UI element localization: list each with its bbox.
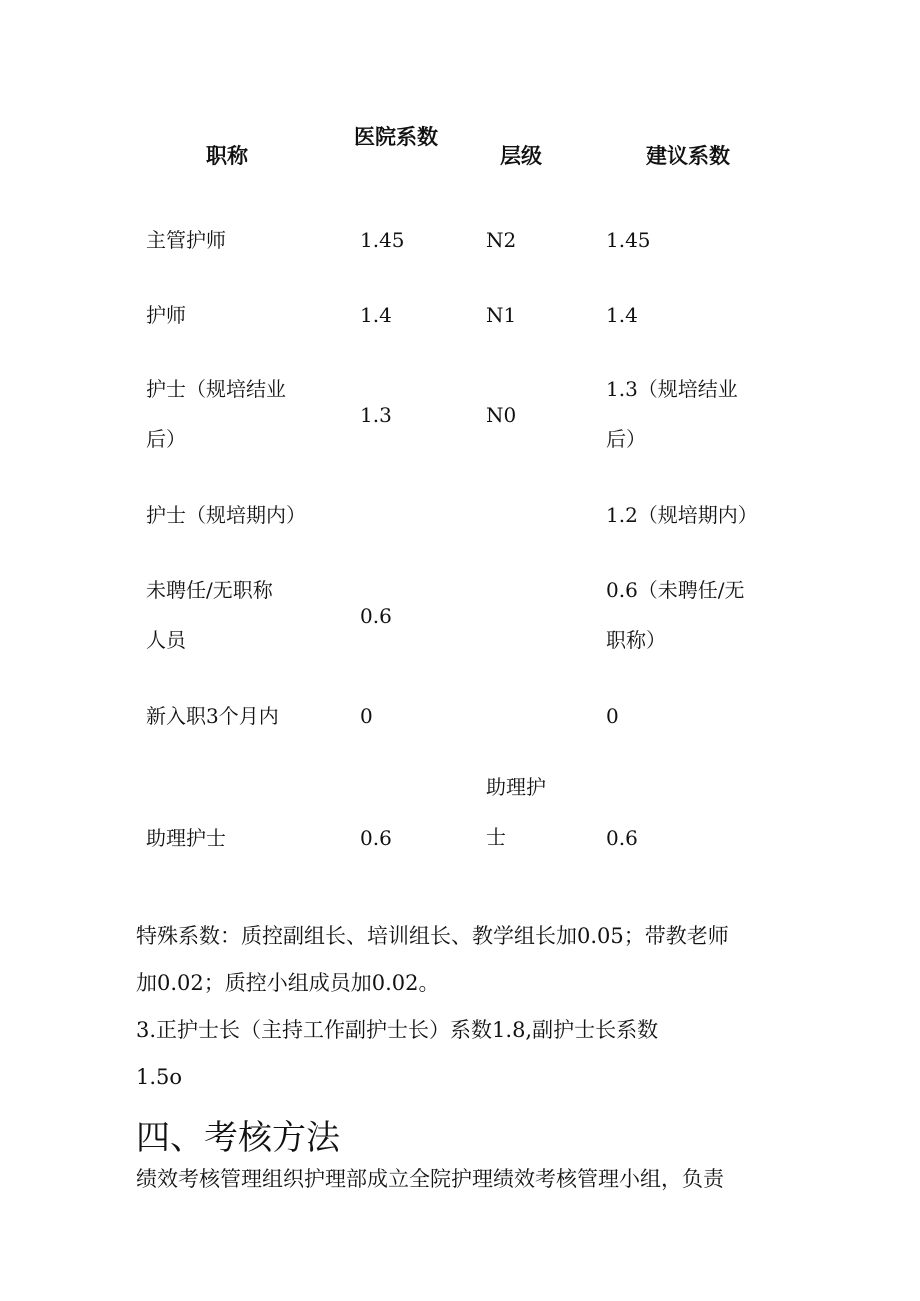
special-coef-line-2: 加0.02；质控小组成员加0.02。 [136,971,440,995]
table-cell-title: 未聘任/无职称 [146,578,273,602]
section-heading: 四、考核方法 [136,1118,340,1158]
table-cell-title: 护师 [146,303,186,327]
head-nurse-coef-line-1: 3.正护士长（主持工作副护士长）系数1.8,副护士长系数 [136,1018,659,1042]
table-cell-suggested-coef: 1.4 [606,303,638,327]
table-cell-title-continued: 人员 [146,628,186,652]
table-cell-suggested-coef-continued: 职称） [606,628,666,652]
table-cell-suggested-coef-continued: 后） [606,427,646,451]
table-cell-hospital-coef: 1.4 [360,303,392,327]
table-cell-level: N2 [486,228,517,252]
table-cell-hospital-coef: 0.6 [360,826,392,850]
special-coef-line-1: 特殊系数：质控副组长、培训组长、教学组长加0.05；带教老师 [136,924,729,948]
table-cell-suggested-coef: 1.2（规培期内） [606,503,758,527]
table-cell-suggested-coef: 1.3（规培结业 [606,377,738,401]
table-cell-hospital-coef: 0.6 [360,604,392,628]
table-cell-hospital-coef: 0 [360,704,373,728]
table-cell-suggested-coef: 0 [606,704,619,728]
table-cell-level: N0 [486,403,517,427]
table-cell-title: 护士（规培期内） [146,503,306,527]
col-header-suggested-coef: 建议系数 [646,144,730,168]
body-paragraph: 绩效考核管理组织护理部成立全院护理绩效考核管理小组，负责 [136,1167,724,1191]
table-cell-hospital-coef: 1.3 [360,403,392,427]
table-cell-title-continued: 后） [146,427,186,451]
table-cell-suggested-coef: 0.6 [606,826,638,850]
table-cell-level: N1 [486,303,517,327]
col-header-level: 层级 [500,144,542,168]
table-cell-title: 主管护师 [146,228,226,252]
head-nurse-coef-line-2: 1.5o [136,1065,183,1089]
table-cell-title: 护士（规培结业 [146,377,286,401]
table-cell-suggested-coef: 1.45 [606,228,651,252]
table-cell-title: 新入职3个月内 [146,704,279,728]
table-cell-level-continued: 士 [486,825,506,849]
table-cell-title: 助理护士 [146,826,226,850]
table-cell-suggested-coef: 0.6（未聘任/无 [606,578,745,602]
table-cell-level: 助理护 [486,775,546,799]
table-cell-hospital-coef: 1.45 [360,228,405,252]
col-header-title: 职称 [206,144,248,168]
col-header-hospital-coef: 医院系数 [354,125,438,149]
